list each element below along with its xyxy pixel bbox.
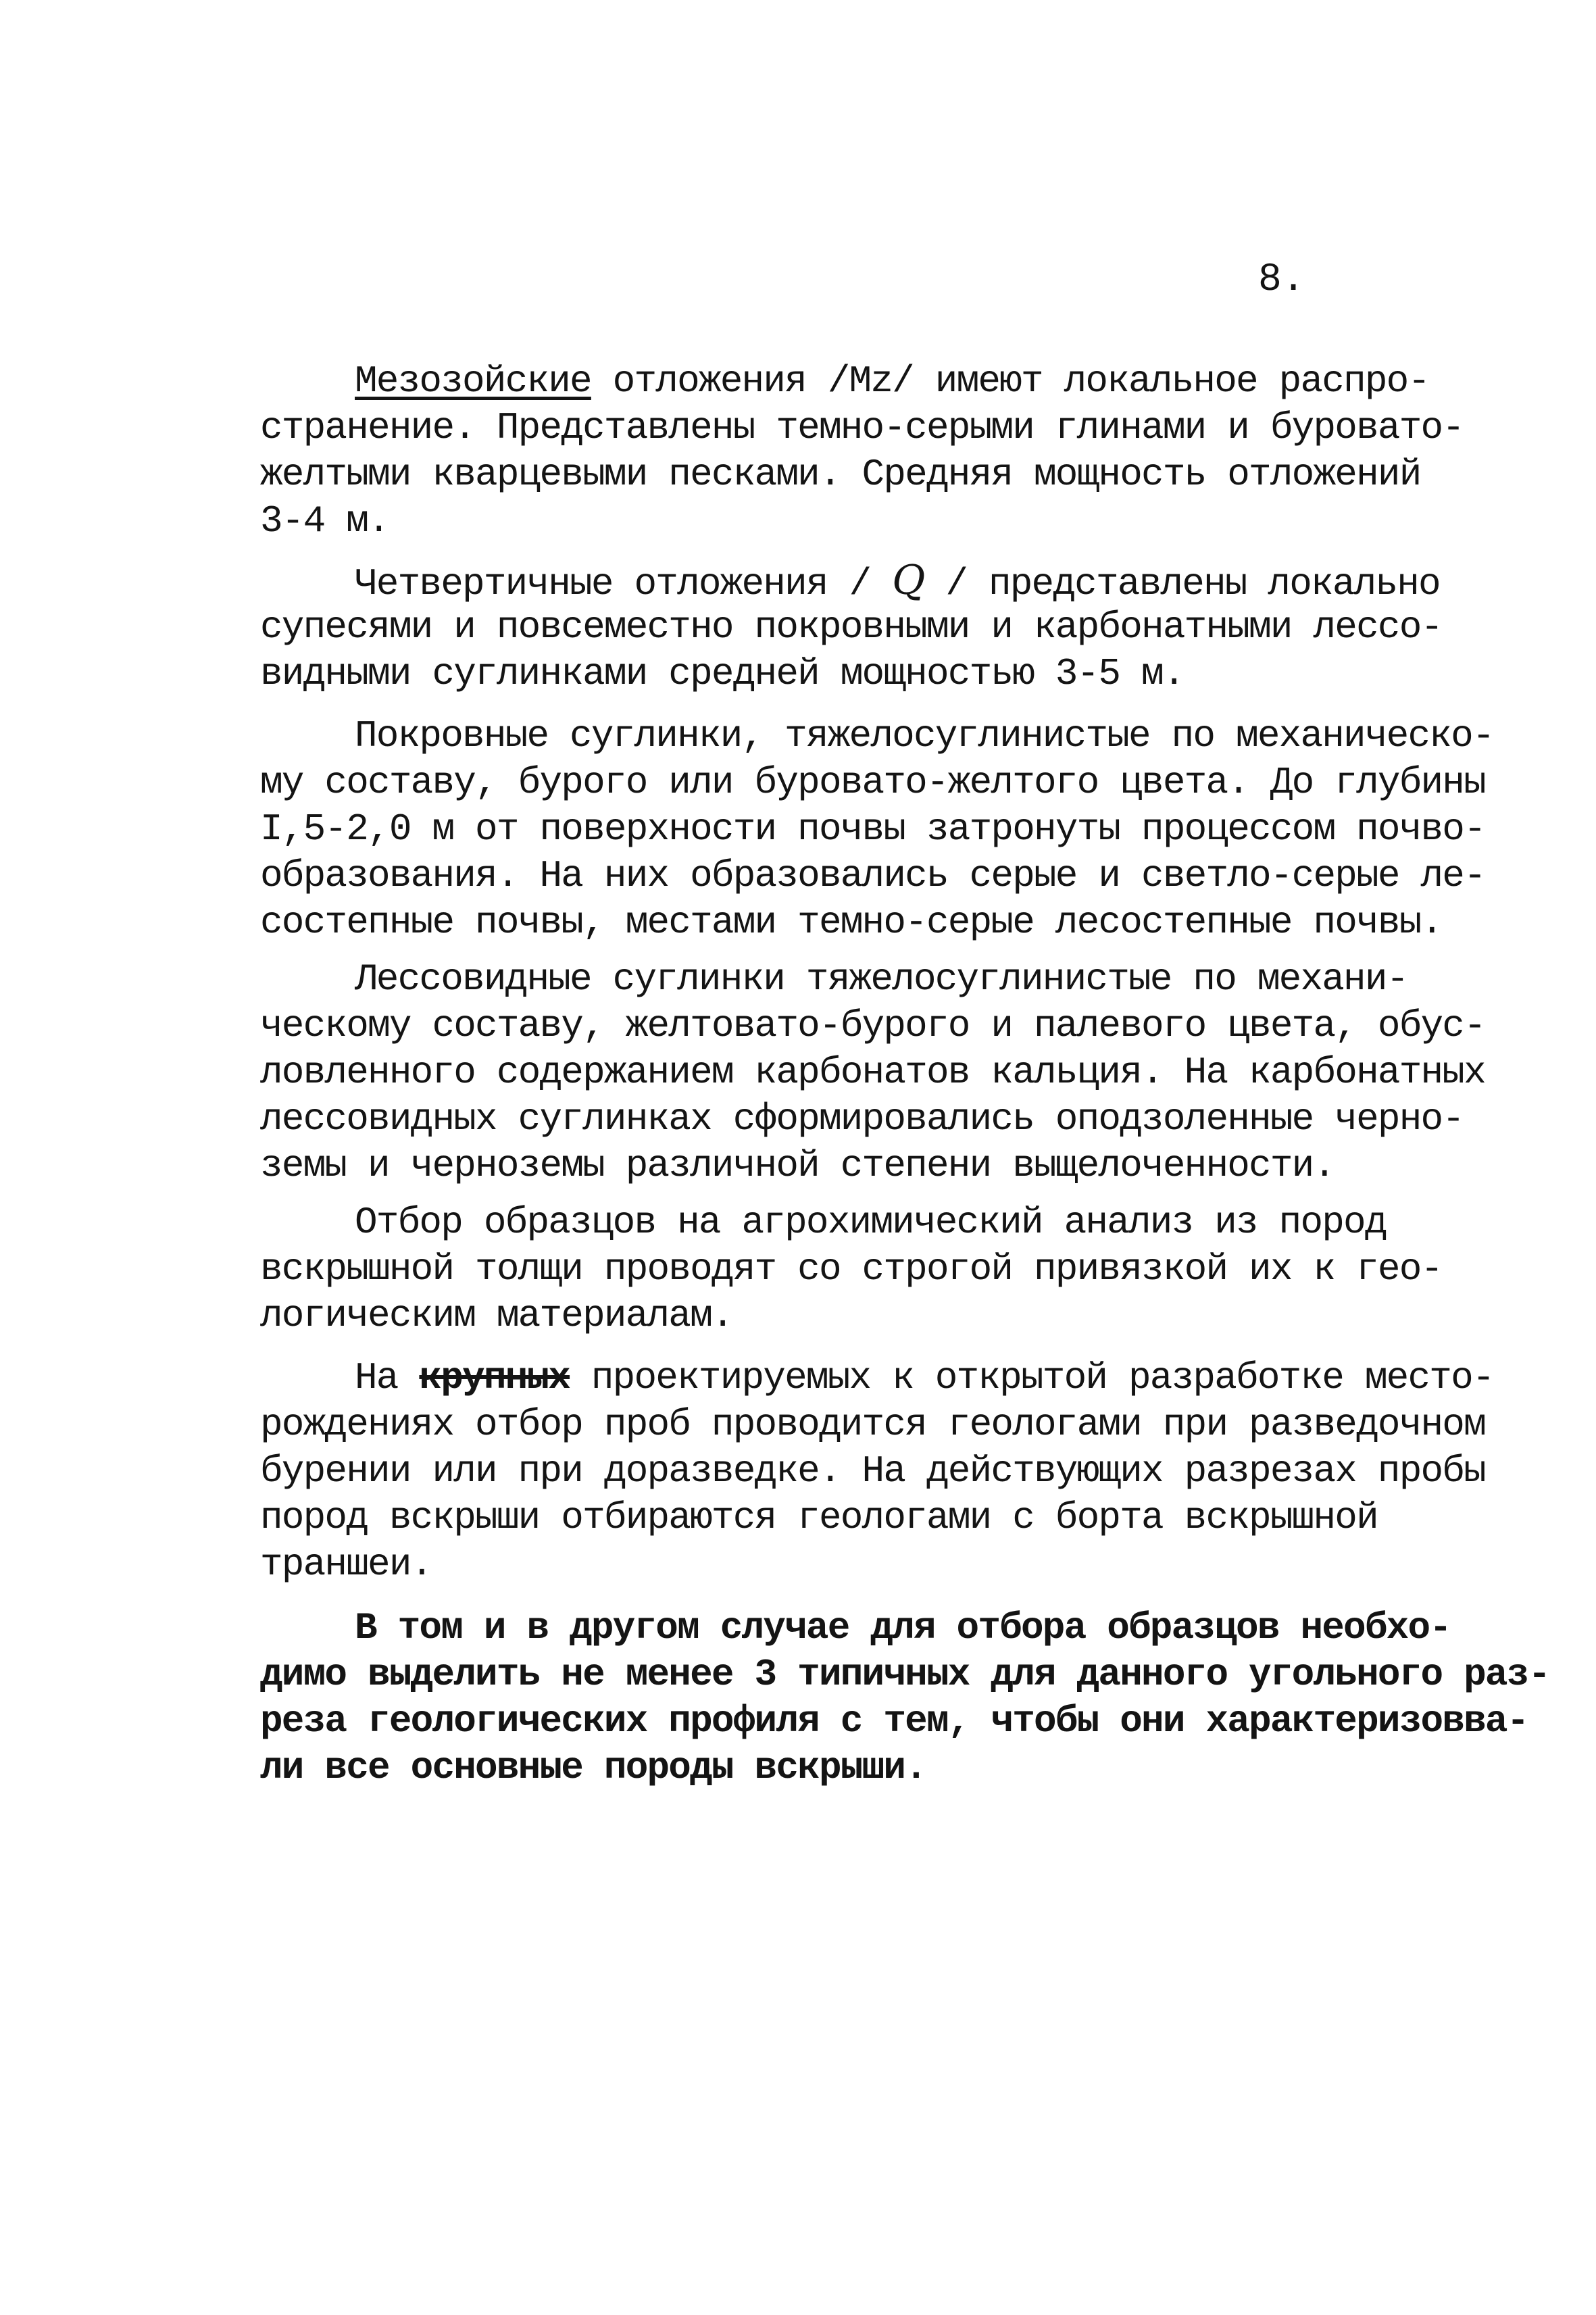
- paragraph-line: желтыми кварцевыми песками. Средняя мощность отложений: [260, 453, 1421, 496]
- paragraph-line: странение. Представлены темно-серыми глинами и буровато-: [260, 406, 1464, 449]
- paragraph-line: Четвертичные отложения / Q / представлены локально: [355, 557, 1440, 605]
- paragraph-loess-loams: [260, 956, 1485, 1189]
- paragraph-line: I,5-2,0 м от поверхности почвы затронуты процессом почво-: [260, 807, 1485, 851]
- paragraph-line: земы и черноземы различной степени выщелоченности.: [260, 1144, 1335, 1187]
- paragraph-line: видными суглинками средней мощностью 3-5 м.: [260, 652, 1184, 695]
- paragraph-quaternary: [260, 557, 1443, 697]
- paragraph-line: траншеи.: [260, 1543, 432, 1586]
- paragraph-sampling: [260, 1199, 1443, 1339]
- paragraph-line: вскрышной толщи проводят со строгой привязкой их к гео-: [260, 1247, 1443, 1291]
- paragraph-line: Мезозойские отложения /Mz/ имеют локальное распро-: [355, 359, 1430, 403]
- paragraph-line: рождениях отбор проб проводится геологами при разведочном: [260, 1403, 1485, 1446]
- paragraph-line: димо выделить не менее 3 типичных для данного угольного раз-: [260, 1653, 1550, 1696]
- paragraph-line: На крупных проектируемых к открытой разработке место-: [355, 1356, 1494, 1399]
- paragraph-line: реза геологических профиля с тем, чтобы они характеризовва-: [260, 1699, 1528, 1743]
- paragraph-line: образования. На них образовались серые и светло-серые ле-: [260, 854, 1485, 897]
- paragraph-line: пород вскрыши отбираются геологами с борта вскрышной: [260, 1496, 1378, 1539]
- underlined-term: Мезозойские: [355, 359, 591, 403]
- paragraph-line: супесями и повсеместно покровными и карбонатными лессо-: [260, 605, 1443, 649]
- paragraph-line: логическим материалам.: [260, 1294, 733, 1337]
- paragraph-line: лессовидных суглинках сформировались оподзоленные черно-: [260, 1097, 1464, 1141]
- struck-word: крупных: [419, 1356, 570, 1399]
- paragraph-line: Покровные суглинки, тяжелосуглинистые по механическо-: [355, 714, 1494, 757]
- paragraph-line: Отбор образцов на агрохимический анализ из пород: [355, 1201, 1387, 1244]
- page-number: 8.: [1258, 258, 1305, 302]
- paragraph-line: бурении или при доразведке. На действующих разрезах пробы: [260, 1449, 1485, 1493]
- paragraph-mesozoic: [260, 358, 1464, 545]
- quaternary-symbol: Q: [892, 557, 924, 604]
- paragraph-line: В том и в другом случае для отбора образцов необхо-: [355, 1606, 1451, 1649]
- paragraph-profiles: [260, 1605, 1550, 1791]
- paragraph-line: му составу, бурого или буровато-желтого цвета. До глубины: [260, 761, 1485, 804]
- paragraph-line: Лессовидные суглинки тяжелосуглинистые по механи-: [355, 957, 1408, 1001]
- paragraph-line: ли все основные породы вскрыши.: [260, 1746, 926, 1789]
- paragraph-line: ческому составу, желтовато-бурого и палевого цвета, обус-: [260, 1004, 1485, 1047]
- paragraph-deposits: [260, 1355, 1494, 1588]
- paragraph-line: ловленного содержанием карбонатов кальция. На карбонатных: [260, 1051, 1485, 1094]
- paragraph-line: состепные почвы, местами темно-серые лесостепные почвы.: [260, 901, 1443, 944]
- paragraph-cover-loams: [260, 713, 1494, 946]
- paragraph-line: 3-4 м.: [260, 499, 389, 543]
